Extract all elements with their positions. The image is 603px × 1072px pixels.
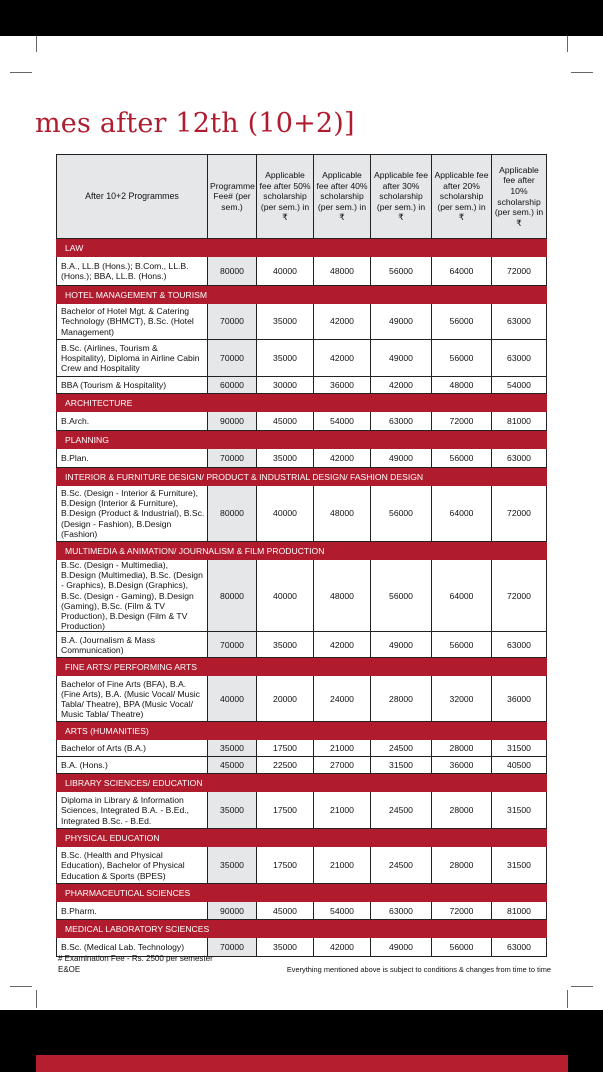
scholarship-fee: 40500: [492, 757, 547, 774]
scholarship-fee: 20000: [257, 676, 314, 722]
table-row: [57, 304, 547, 340]
programme-name: Bachelor of Arts (B.A.): [57, 740, 208, 757]
scholarship-fee: 54000: [314, 902, 371, 920]
scholarship-fee: 24500: [371, 792, 432, 829]
programme-name: B.Sc. (Design - Interior & Furniture), B.Design (Interior & Furniture), B.Design (Product & Industrial), B.Sc. (Design - Fashion), B.Design (Fashion): [57, 486, 208, 542]
scholarship-fee: 48000: [432, 377, 492, 394]
eoe-note: E&OE: [58, 965, 81, 974]
crop-mark: [571, 986, 593, 987]
scholarship-fee: 17500: [257, 740, 314, 757]
table-row: [57, 632, 547, 658]
scholarship-fee: 56000: [432, 449, 492, 468]
category-label: ARCHITECTURE: [57, 394, 547, 412]
scholarship-fee: 28000: [432, 792, 492, 829]
table-row: [57, 792, 547, 829]
scholarship-fee: 49000: [371, 304, 432, 340]
scholarship-fee: 22500: [257, 757, 314, 774]
column-header: Programme Fee# (per sem.): [208, 155, 257, 239]
programme-fee: 35000: [208, 792, 257, 829]
scholarship-fee: 42000: [314, 340, 371, 377]
table-row: [57, 847, 547, 884]
scholarship-fee: 49000: [371, 449, 432, 468]
scholarship-fee: 40000: [257, 560, 314, 632]
scholarship-fee: 24500: [371, 847, 432, 884]
crop-mark: [36, 36, 37, 52]
scholarship-fee: 48000: [314, 257, 371, 286]
table-row: [57, 340, 547, 377]
category-label: INTERIOR & FURNITURE DESIGN/ PRODUCT & INDUSTRIAL DESIGN/ FASHION DESIGN: [57, 468, 547, 486]
scholarship-fee: 45000: [257, 412, 314, 431]
category-label: PLANNING: [57, 431, 547, 449]
scholarship-fee: 42000: [314, 449, 371, 468]
table-row: [57, 486, 547, 542]
scholarship-fee: 21000: [314, 847, 371, 884]
scholarship-fee: 64000: [432, 486, 492, 542]
scholarship-fee: 56000: [371, 560, 432, 632]
category-label: PHARMACEUTICAL SCIENCES: [57, 884, 547, 902]
scholarship-fee: 81000: [492, 902, 547, 920]
scholarship-fee: 21000: [314, 740, 371, 757]
programme-name: B.Plan.: [57, 449, 208, 468]
programme-name: Bachelor of Fine Arts (BFA), B.A. (Fine Arts), B.A. (Music Vocal/ Music Tabla/ Theatre), BPA (Music Vocal/ Music Tabla/ Theatre): [57, 676, 208, 722]
category-label: PHYSICAL EDUCATION: [57, 829, 547, 847]
programme-fee: 45000: [208, 757, 257, 774]
scholarship-fee: 56000: [371, 257, 432, 286]
programme-fee: 80000: [208, 560, 257, 632]
crop-mark: [36, 990, 37, 1008]
category-label: MULTIMEDIA & ANIMATION/ JOURNALISM & FILM PRODUCTION: [57, 542, 547, 560]
scholarship-fee: 63000: [492, 449, 547, 468]
programme-name: B.Sc. (Design - Multimedia), B.Design (Multimedia), B.Sc. (Design - Graphics), B.Design (Graphics), B.Sc. (Design - Gaming), B.Design (Gaming), B.Sc. (Film & TV Production), B.Design (Film & TV Production): [57, 560, 208, 632]
scholarship-fee: 45000: [257, 902, 314, 920]
category-row: [57, 394, 547, 412]
crop-mark: [571, 72, 593, 73]
scholarship-fee: 72000: [492, 560, 547, 632]
programme-name: B.A. (Hons.): [57, 757, 208, 774]
category-row: [57, 884, 547, 902]
column-header: Applicable fee after 40% scholarship (per sem.) in ₹: [314, 155, 371, 239]
programme-fee: 70000: [208, 938, 257, 957]
scholarship-fee: 42000: [314, 632, 371, 658]
category-label: MEDICAL LABORATORY SCIENCES: [57, 920, 547, 938]
table-row: [57, 412, 547, 431]
scholarship-fee: 35000: [257, 340, 314, 377]
scholarship-fee: 35000: [257, 304, 314, 340]
scholarship-fee: 17500: [257, 792, 314, 829]
programme-name: B.Sc. (Medical Lab. Technology): [57, 938, 208, 957]
scholarship-fee: 49000: [371, 340, 432, 377]
scholarship-fee: 21000: [314, 792, 371, 829]
scholarship-fee: 54000: [314, 412, 371, 431]
scholarship-fee: 54000: [492, 377, 547, 394]
category-label: ARTS (HUMANITIES): [57, 722, 547, 740]
column-header: Applicable fee after 10% scholarship (per sem.) in ₹: [492, 155, 547, 239]
scholarship-fee: 31500: [492, 847, 547, 884]
scholarship-fee: 30000: [257, 377, 314, 394]
scholarship-fee: 40000: [257, 257, 314, 286]
table-row: [57, 377, 547, 394]
category-label: LAW: [57, 239, 547, 257]
brochure-page: [0, 36, 603, 1010]
scholarship-fee: 63000: [492, 340, 547, 377]
scholarship-fee: 36000: [314, 377, 371, 394]
column-header: After 10+2 Programmes: [57, 155, 208, 239]
scholarship-fee: 35000: [257, 632, 314, 658]
scholarship-fee: 63000: [371, 412, 432, 431]
table-row: [57, 757, 547, 774]
programme-name: B.Sc. (Airlines, Tourism & Hospitality), Diploma in Airline Cabin Crew and Hospitality: [57, 340, 208, 377]
category-row: [57, 774, 547, 792]
scholarship-fee: 35000: [257, 938, 314, 957]
scholarship-fee: 56000: [371, 486, 432, 542]
crop-mark: [567, 990, 568, 1008]
table-row: [57, 740, 547, 757]
scholarship-fee: 31500: [492, 740, 547, 757]
programme-name: B.Sc. (Health and Physical Education), Bachelor of Physical Education & Sports (BPES): [57, 847, 208, 884]
scholarship-fee: 35000: [257, 449, 314, 468]
scholarship-fee: 56000: [432, 632, 492, 658]
scholarship-fee: 49000: [371, 938, 432, 957]
category-label: LIBRARY SCIENCES/ EDUCATION: [57, 774, 547, 792]
scholarship-fee: 72000: [432, 412, 492, 431]
scholarship-fee: 31500: [371, 757, 432, 774]
programme-fee: 90000: [208, 902, 257, 920]
column-header: Applicable fee after 20% scholarship (per sem.) in ₹: [432, 155, 492, 239]
category-row: [57, 829, 547, 847]
scholarship-fee: 63000: [492, 304, 547, 340]
programme-fee: 70000: [208, 632, 257, 658]
scholarship-fee: 36000: [492, 676, 547, 722]
programme-fee: 35000: [208, 847, 257, 884]
scholarship-fee: 40000: [257, 486, 314, 542]
scholarship-fee: 28000: [432, 847, 492, 884]
scholarship-fee: 27000: [314, 757, 371, 774]
scholarship-fee: 56000: [432, 304, 492, 340]
category-row: [57, 542, 547, 560]
category-row: [57, 286, 547, 304]
scholarship-fee: 42000: [371, 377, 432, 394]
scholarship-fee: 64000: [432, 560, 492, 632]
crop-mark: [10, 986, 32, 987]
programme-name: B.Pharm.: [57, 902, 208, 920]
table-row: [57, 676, 547, 722]
category-label: FINE ARTS/ PERFORMING ARTS: [57, 658, 547, 676]
programme-fee: 35000: [208, 740, 257, 757]
table-row: [57, 449, 547, 468]
scholarship-fee: 36000: [432, 757, 492, 774]
scholarship-fee: 32000: [432, 676, 492, 722]
scholarship-fee: 72000: [432, 902, 492, 920]
scholarship-fee: 81000: [492, 412, 547, 431]
scholarship-fee: 63000: [492, 632, 547, 658]
scholarship-fee: 48000: [314, 560, 371, 632]
programme-fee: 90000: [208, 412, 257, 431]
scholarship-fee: 48000: [314, 486, 371, 542]
category-row: [57, 722, 547, 740]
category-row: [57, 658, 547, 676]
scholarship-fee: 17500: [257, 847, 314, 884]
scholarship-fee: 63000: [492, 938, 547, 957]
scholarship-fee: 31500: [492, 792, 547, 829]
category-label: HOTEL MANAGEMENT & TOURISM: [57, 286, 547, 304]
scholarship-fee: 64000: [432, 257, 492, 286]
category-row: [57, 468, 547, 486]
page-heading: mes after 12th (10+2)]: [35, 108, 355, 139]
scholarship-fee: 42000: [314, 304, 371, 340]
programme-name: Diploma in Library & Information Sciences, Integrated B.A. - B.Ed., Integrated B.Sc. - B.Ed.: [57, 792, 208, 829]
scholarship-fee: 28000: [432, 740, 492, 757]
category-row: [57, 431, 547, 449]
fee-table: [56, 154, 547, 957]
table-header-row: [57, 155, 547, 239]
programme-fee: 60000: [208, 377, 257, 394]
programme-fee: 70000: [208, 340, 257, 377]
table-row: [57, 560, 547, 632]
programme-fee: 80000: [208, 486, 257, 542]
programme-name: BBA (Tourism & Hospitality): [57, 377, 208, 394]
exam-fee-note: # Examination Fee - Rs. 2500 per semester: [58, 954, 213, 963]
programme-name: Bachelor of Hotel Mgt. & Catering Technology (BHMCT), B.Sc. (Hotel Management): [57, 304, 208, 340]
category-row: [57, 920, 547, 938]
column-header: Applicable fee after 50% scholarship (per sem.) in ₹: [257, 155, 314, 239]
column-header: Applicable fee after 30% scholarship (per sem.) in ₹: [371, 155, 432, 239]
disclaimer-note: Everything mentioned above is subject to conditions & changes from time to time: [286, 965, 551, 974]
table-row: [57, 257, 547, 286]
scholarship-fee: 72000: [492, 257, 547, 286]
programme-name: B.A. (Journalism & Mass Communication): [57, 632, 208, 658]
table-row: [57, 902, 547, 920]
next-page-red-band: [36, 1055, 568, 1072]
scholarship-fee: 24000: [314, 676, 371, 722]
programme-name: B.A., LL.B (Hons.); B.Com., LL.B. (Hons.); BBA, LL.B. (Hons.): [57, 257, 208, 286]
scholarship-fee: 56000: [432, 340, 492, 377]
scholarship-fee: 42000: [314, 938, 371, 957]
programme-fee: 70000: [208, 304, 257, 340]
crop-mark: [10, 72, 32, 73]
scholarship-fee: 56000: [432, 938, 492, 957]
category-row: [57, 239, 547, 257]
scholarship-fee: 72000: [492, 486, 547, 542]
scholarship-fee: 28000: [371, 676, 432, 722]
scholarship-fee: 24500: [371, 740, 432, 757]
crop-mark: [567, 36, 568, 52]
programme-name: B.Arch.: [57, 412, 208, 431]
programme-fee: 80000: [208, 257, 257, 286]
scholarship-fee: 49000: [371, 632, 432, 658]
scholarship-fee: 63000: [371, 902, 432, 920]
programme-fee: 40000: [208, 676, 257, 722]
programme-fee: 70000: [208, 449, 257, 468]
